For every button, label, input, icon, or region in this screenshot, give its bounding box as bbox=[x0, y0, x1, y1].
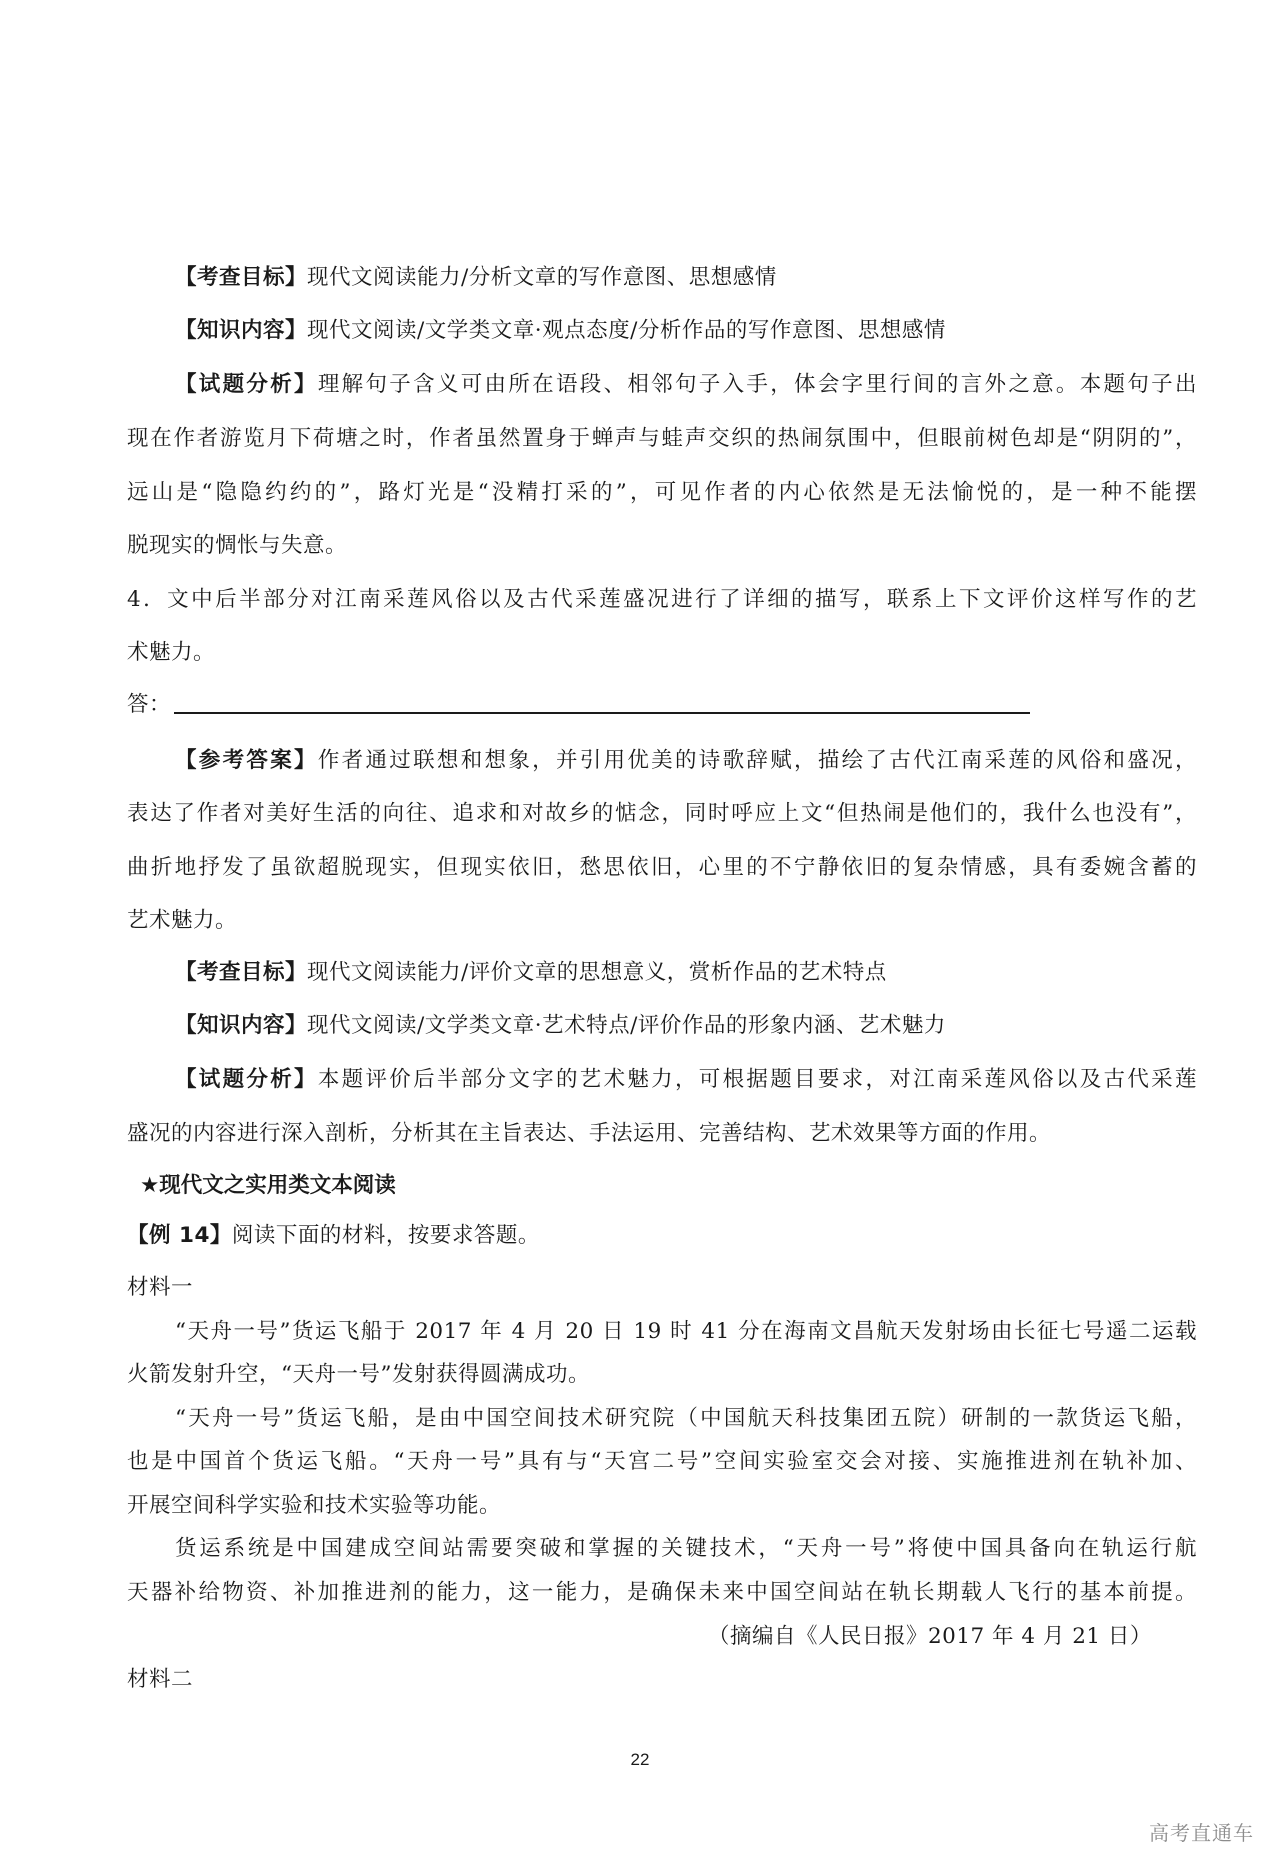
reference-answer-line-3: 曲折地抒发了虽欲超脱现实，但现实依旧，愁思依旧，心里的不宁静依旧的复杂情感，具有委婉含蓄的 bbox=[127, 855, 1197, 880]
example-14 bbox=[127, 1221, 1197, 1251]
material-1-line-2: 火箭发射升空，“天舟一号”发射获得圆满成功。 bbox=[127, 1362, 590, 1387]
section-title: ★现代文之实用类文本阅读 bbox=[140, 1173, 396, 1198]
label-reference-answer: 【参考答案】 bbox=[175, 748, 318, 773]
material-1-line-5: 开展空间科学实验和技术实验等功能。 bbox=[127, 1493, 502, 1518]
label-analysis: 【试题分析】 bbox=[175, 372, 318, 397]
material-1-line-3: “天舟一号”货运飞船，是由中国空间技术研究院（中国航天科技集团五院）研制的一款货运飞船， bbox=[175, 1406, 1197, 1431]
question-4-line-1: 4．文中后半部分对江南采莲风俗以及古代采莲盛况进行了详细的描写，联系上下文评价这样写作的艺 bbox=[127, 587, 1197, 612]
material-1-line-4: 也是中国首个货运飞船。“天舟一号”具有与“天宫二号”空间实验室交会对接、实施推进剂在轨补加、 bbox=[127, 1449, 1197, 1474]
material-1-line-1: “天舟一号”货运飞船于 2017 年 4 月 20 日 19 时 41 分在海南文昌航天发射场由长征七号遥二运载 bbox=[175, 1319, 1197, 1344]
answer-blank-line bbox=[174, 712, 1030, 714]
analysis-2-text-1: 本题评价后半部分文字的艺术魅力，可根据题目要求，对江南采莲风俗以及古代采莲 bbox=[317, 1067, 1197, 1092]
material-1-line-6: 货运系统是中国建成空间站需要突破和掌握的关键技术，“天舟一号”将使中国具备向在轨运行航 bbox=[175, 1536, 1197, 1561]
paragraph-knowledge-1 bbox=[175, 316, 1197, 346]
reference-answer-line-2: 表达了作者对美好生活的向往、追求和对故乡的惦念，同时呼应上文“但热闹是他们的，我什么也没有”， bbox=[127, 801, 1197, 826]
analysis-1-line-4: 脱现实的惆怅与失意。 bbox=[127, 533, 348, 558]
material-1-source: （摘编自《人民日报》2017 年 4 月 21 日） bbox=[708, 1624, 1152, 1649]
material-1-line-7: 天器补给物资、补加推进剂的能力，这一能力，是确保未来中国空间站在轨长期载人飞行的基本前提。 bbox=[127, 1580, 1197, 1605]
label-knowledge: 【知识内容】 bbox=[175, 1013, 308, 1038]
paragraph-knowledge-2 bbox=[175, 1011, 1197, 1041]
watermark: 高考直通车 bbox=[1149, 1821, 1254, 1845]
label-example: 【例 14】 bbox=[127, 1223, 232, 1248]
text-exam-target: 现代文阅读能力/分析文章的写作意图、思想感情 bbox=[307, 265, 777, 290]
analysis-1-line-3: 远山是“隐隐约约的”，路灯光是“没精打采的”，可见作者的内心依然是无法愉悦的，是一种不能摆 bbox=[127, 480, 1197, 505]
page-number: 22 bbox=[630, 1750, 650, 1769]
analysis-1-line-1 bbox=[175, 370, 1197, 400]
text-knowledge: 现代文阅读/文学类文章·观点态度/分析作品的写作意图、思想感情 bbox=[307, 318, 946, 343]
reference-answer-text-1: 作者通过联想和想象，并引用优美的诗歌辞赋，描绘了古代江南采莲的风俗和盛况， bbox=[317, 748, 1197, 773]
label-knowledge: 【知识内容】 bbox=[175, 318, 308, 343]
material-2-title: 材料二 bbox=[127, 1667, 194, 1692]
material-1-title: 材料一 bbox=[127, 1275, 194, 1300]
analysis-1-line-2: 现在作者游览月下荷塘之时，作者虽然置身于蝉声与蛙声交织的热闹氛围中，但眼前树色却是“阴阴的”， bbox=[127, 426, 1197, 451]
question-4-line-2: 术魅力。 bbox=[127, 640, 216, 665]
analysis-1-text-1: 理解句子含义可由所在语段、相邻句子入手，体会字里行间的言外之意。本题句子出 bbox=[317, 372, 1197, 397]
paragraph-exam-target-1 bbox=[175, 263, 1197, 293]
answer-label: 答： bbox=[127, 692, 172, 717]
label-exam-target: 【考查目标】 bbox=[175, 265, 308, 290]
reference-answer-line-1 bbox=[175, 746, 1197, 776]
analysis-2-line-2: 盛况的内容进行深入剖析，分析其在主旨表达、手法运用、完善结构、艺术效果等方面的作用。 bbox=[127, 1121, 1052, 1146]
label-analysis: 【试题分析】 bbox=[175, 1067, 318, 1092]
paragraph-exam-target-2 bbox=[175, 958, 1197, 988]
analysis-2-line-1 bbox=[175, 1065, 1197, 1095]
reference-answer-line-4: 艺术魅力。 bbox=[127, 908, 238, 933]
text-knowledge: 现代文阅读/文学类文章·艺术特点/评价作品的形象内涵、艺术魅力 bbox=[307, 1013, 946, 1038]
label-exam-target: 【考查目标】 bbox=[175, 960, 308, 985]
text-example: 阅读下面的材料，按要求答题。 bbox=[231, 1223, 540, 1248]
text-exam-target: 现代文阅读能力/评价文章的思想意义，赏析作品的艺术特点 bbox=[307, 960, 887, 985]
